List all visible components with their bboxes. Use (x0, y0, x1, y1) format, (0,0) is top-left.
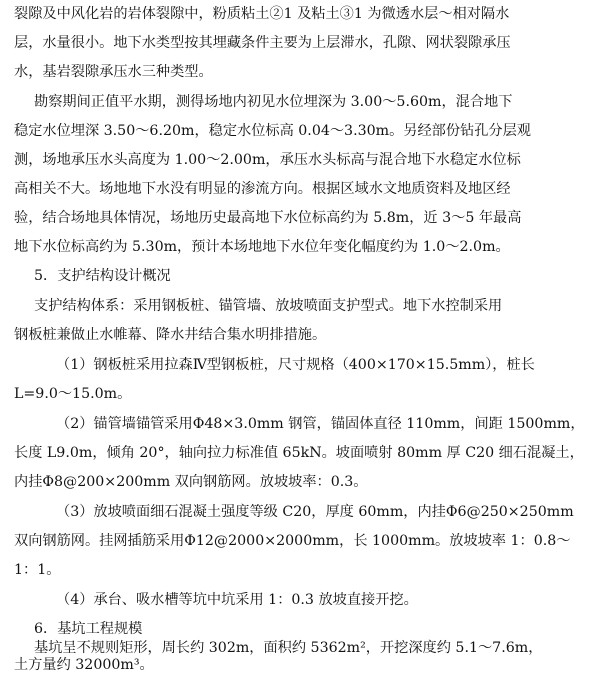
text-line: 支护结构体系：采用钢板桩、锚管墙、放坡喷面支护型式。地下水控制采用 (34, 298, 503, 314)
text-line: 高相关不大。场地地下水没有明显的渗流方向。根据区域水文地质资料及地区经 (14, 181, 511, 197)
text-line: 1：1。 (14, 562, 61, 578)
text-line: 测，场地承压水头高度为 1.00～2.00m，承压水头标高与混合地下水稳定水位标 (14, 152, 521, 168)
text-line: L=9.0～15.0m。 (14, 386, 132, 402)
text-line: 层，水量很小。地下水类型按其埋藏条件主要为上层滞水，孔隙、网状裂隙承压 (14, 35, 511, 51)
text-line: 水，基岩裂隙承压水三种类型。 (14, 64, 213, 80)
text-line: （4）承台、吸水槽等坑中坑采用 1：0.3 放坡直接开挖。 (56, 592, 418, 608)
section-heading: 5．支护结构设计概况 (34, 268, 171, 284)
text-line: 裂隙及中风化岩的岩体裂隙中，粉质粘土②1 及粘土③1 为微透水层～相对隔水 (14, 6, 510, 22)
text-line: （2）锚管墙锚管采用Φ48×3.0mm 钢管，锚固体直径 110mm，间距 1500mm， (56, 416, 585, 432)
text-line: （3）放坡喷面细石混凝土强度等级 C20，厚度 60mm，内挂Φ6@250×250mm (56, 504, 574, 520)
text-line: 地下水位标高约为 5.30m，预计本场地地下水位年变化幅度约为 1.0～2.0m。 (14, 239, 510, 255)
text-line: 长度 L9.0m，倾角 20°，轴向拉力标准值 65kN。坡面喷射 80mm 厚 C20 细石混凝土， (14, 445, 584, 461)
text-line: 内挂Φ8@200×200mm 双向钢筋网。放坡坡率：0.3。 (14, 474, 368, 490)
text-line: 稳定水位埋深 3.50～6.20m，稳定水位标高 0.04～3.30m。另经部份钻孔分层观 (14, 123, 531, 139)
text-line: 验，结合场地具体情况，场地历史最高地下水位标高约为 5.8m，近 3～5 年最高 (14, 210, 522, 226)
text-line: 钢板桩兼做止水帷幕、降水井结合集水明排措施。 (14, 327, 327, 343)
text-line: 勘察期间正值平水期，测得场地内初见水位埋深为 3.00～5.60m，混合地下 (34, 94, 513, 110)
text-line: 基坑呈不规则矩形，周长约 302m，面积约 5362m²，开挖深度约 5.1～7.6m， (34, 640, 543, 656)
text-line: （1）钢板桩采用拉森Ⅳ型钢板桩，尺寸规格（400×170×15.5mm），桩长 (56, 357, 535, 373)
text-line: 双向钢筋网。挂网插筋采用Φ12@2000×2000mm，长 1000mm。放坡坡率 1：0.8～ (14, 533, 571, 549)
text-line: 土方量约 32000m³。 (14, 657, 154, 673)
section-heading: 6．基坑工程规模 (34, 621, 143, 637)
